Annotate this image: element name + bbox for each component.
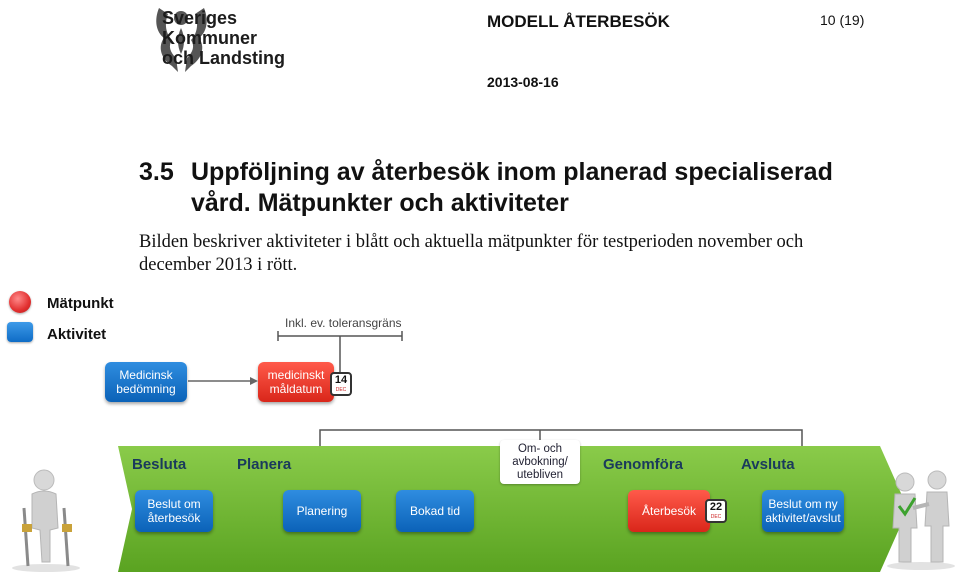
page-number: 10 (19) (820, 12, 865, 28)
section-number: 3.5 (139, 158, 174, 186)
planning-box: Planering (283, 490, 361, 532)
document-title: MODELL ÅTERBESÖK (487, 12, 670, 31)
revisit-box: Återbesök (628, 490, 710, 532)
calendar-icon (330, 372, 352, 396)
phase-besluta: Besluta (132, 456, 187, 473)
document-date: 2013-08-16 (487, 74, 559, 90)
org-name: Sveriges Kommuner och Landsting (162, 8, 285, 68)
calendar-day: 14 (334, 374, 348, 386)
medical-target-date-box: medicinskt måldatum (258, 362, 334, 402)
patient-figures-handshake (885, 468, 957, 572)
patient-with-crutches-figure (6, 466, 90, 574)
phase-planera: Planera (237, 456, 292, 473)
phase-genomfora: Genomföra (603, 456, 684, 473)
calendar-icon (705, 499, 727, 523)
calendar-month: DEC (335, 387, 347, 393)
new-activity-box: Beslut om ny aktivitet/avslut (762, 490, 844, 532)
phase-avsluta: Avsluta (741, 456, 795, 473)
legend-measure-point-label: Mätpunkt (47, 295, 114, 312)
phase-rebooking-box: Om- och avbokning/ utebliven (500, 440, 580, 484)
section-title-line1: Uppföljning av återbesök inom planerad specialiserad (191, 158, 833, 186)
calendar-day: 22 (709, 501, 723, 513)
medical-assessment-box: Medicinsk bedömning (105, 362, 187, 402)
booked-time-box: Bokad tid (396, 490, 474, 532)
calendar-month: DEC (710, 514, 722, 520)
legend-activity-label: Aktivitet (47, 326, 107, 343)
section-description: Bilden beskriver aktiviteter i blått och aktuella mätpunkter för testperioden november och december 2013 i rött. (139, 232, 804, 275)
decision-revisit-box: Beslut om återbesök (135, 490, 213, 532)
section-title-line2: vård. Mätpunkter och aktiviteter (191, 189, 569, 217)
tolerance-label: Inkl. ev. toleransgräns (285, 316, 402, 330)
